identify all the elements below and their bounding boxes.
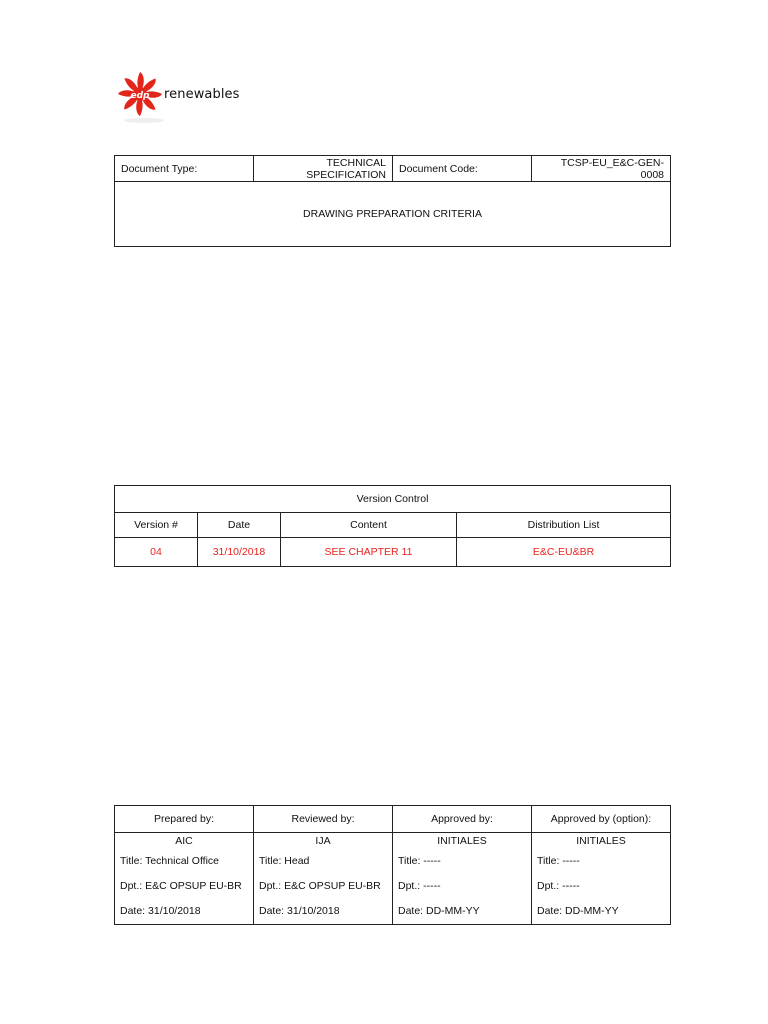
approved-by-cell (393, 833, 532, 925)
approved-title: Title: ----- (398, 855, 441, 867)
header-approved-by: Approved by: (393, 806, 532, 833)
logo-brand: edp (130, 91, 150, 101)
prepared-date: Date: 31/10/2018 (120, 905, 201, 917)
date-value: 31/10/2018 (198, 538, 281, 567)
approved-option-dpt: Dpt.: ----- (537, 880, 580, 892)
document-code-label: Document Code: (393, 156, 532, 182)
prepared-dpt: Dpt.: E&C OPSUP EU-BR (120, 880, 242, 892)
reviewed-dpt: Dpt.: E&C OPSUP EU-BR (259, 880, 381, 892)
reviewed-date: Date: 31/10/2018 (259, 905, 340, 917)
header-content: Content (281, 513, 457, 538)
content-value: SEE CHAPTER 11 (281, 538, 457, 567)
document-code-value: TCSP-EU_E&C-GEN-0008 (532, 156, 671, 182)
reviewed-initials: IJA (315, 835, 331, 847)
document-info-table (114, 155, 671, 247)
approved-dpt: Dpt.: ----- (398, 880, 441, 892)
header-prepared-by: Prepared by: (115, 806, 254, 833)
approved-option-date: Date: DD-MM-YY (537, 905, 619, 917)
approved-option-cell (532, 833, 671, 925)
approved-option-title: Title: ----- (537, 855, 580, 867)
logo-text: renewables (164, 87, 240, 102)
version-control-table (114, 485, 671, 567)
edp-renewables-logo (118, 70, 248, 126)
prepared-initials: AIC (175, 835, 193, 847)
header-date: Date (198, 513, 281, 538)
document-type-label: Document Type: (115, 156, 254, 182)
document-type-value: TECHNICAL SPECIFICATION (254, 156, 393, 182)
edp-flower-icon (118, 70, 162, 118)
distribution-list-value: E&C-EU&BR (457, 538, 671, 567)
approved-date: Date: DD-MM-YY (398, 905, 480, 917)
prepared-by-cell (115, 833, 254, 925)
reviewed-by-cell (254, 833, 393, 925)
header-distribution-list: Distribution List (457, 513, 671, 538)
header-reviewed-by: Reviewed by: (254, 806, 393, 833)
approved-option-initials: INITIALES (576, 835, 626, 847)
version-value: 04 (115, 538, 198, 567)
reviewed-title: Title: Head (259, 855, 310, 867)
header-approved-by-option: Approved by (option): (532, 806, 671, 833)
prepared-title: Title: Technical Office (120, 855, 220, 867)
document-title: DRAWING PREPARATION CRITERIA (115, 182, 671, 247)
approval-signatures-table (114, 805, 671, 925)
header-version: Version # (115, 513, 198, 538)
approved-initials: INITIALES (437, 835, 487, 847)
version-control-title: Version Control (115, 486, 671, 513)
logo-shadow (124, 118, 164, 123)
